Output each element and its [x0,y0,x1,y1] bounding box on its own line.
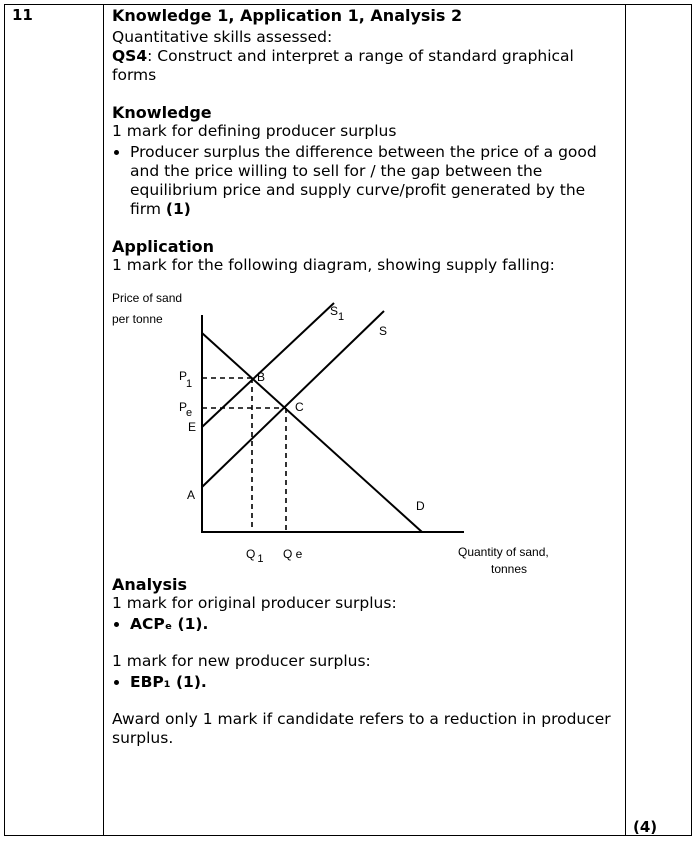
d-label: D [416,499,425,513]
s-label: S [379,324,388,338]
total-marks: (4) [633,818,658,836]
supply-curve-s [202,311,384,487]
knowledge-bullet-text: Producer surplus the difference between the price of a good and the price willing to sell for / the gap between the equilibrium price and supply curve/profit generated by the firm [130,143,597,218]
skill-text: : Construct and interpret a range of standard graphical forms [112,47,574,84]
a-label: A [187,488,196,502]
q1-label: Q 1 [246,547,264,565]
knowledge-title: Knowledge [112,103,212,122]
question-number: 11 [12,6,33,24]
analysis-title: Analysis [112,575,188,594]
x-axis-label-line1: Quantity of sand, [458,545,549,559]
knowledge-list [112,143,612,219]
knowledge-line: 1 mark for defining producer surplus [112,122,397,140]
skill-line [112,47,612,85]
analysis-note: Award only 1 mark if candidate refers to a reduction in producer surplus. [112,710,611,747]
b-label: B [257,370,266,384]
y-axis-label-line2: per tonne [112,312,163,326]
c-label: C [295,400,304,414]
knowledge-bullet-mark: (1) [165,200,191,218]
answer-content [112,6,612,748]
demand-curve [202,333,422,532]
analysis-list-1 [112,615,612,634]
marks-breakdown-header: Knowledge 1, Application 1, Analysis 2 [112,6,463,25]
p1-label: P1 [179,369,193,390]
skill-code: QS4 [112,47,148,65]
application-title: Application [112,237,215,256]
analysis-line-2: 1 mark for new producer surplus: [112,652,371,670]
pe-label: Pe [179,400,193,419]
x-axis-label-line2: tonnes [491,562,528,575]
column-divider-1 [103,5,104,835]
e-label: E [188,420,197,434]
column-divider-2 [625,5,626,835]
application-line: 1 mark for the following diagram, showing supply falling: [112,256,555,274]
analysis-list-2 [112,673,612,692]
y-axis-label-line1: Price of sand [112,291,183,305]
skills-heading: Quantitative skills assessed: [112,28,333,46]
diagram-svg [108,275,588,575]
analysis-bullet-2: • EBP₁ (1). [130,673,612,692]
analysis-line-1: 1 mark for original producer surplus: [112,594,397,612]
analysis-bullet-1: • ACPₑ (1). [130,615,612,634]
knowledge-bullet [130,143,612,219]
s1-label: S1 [330,304,345,323]
supply-demand-diagram [108,275,588,575]
qe-label: Q e [283,547,303,561]
